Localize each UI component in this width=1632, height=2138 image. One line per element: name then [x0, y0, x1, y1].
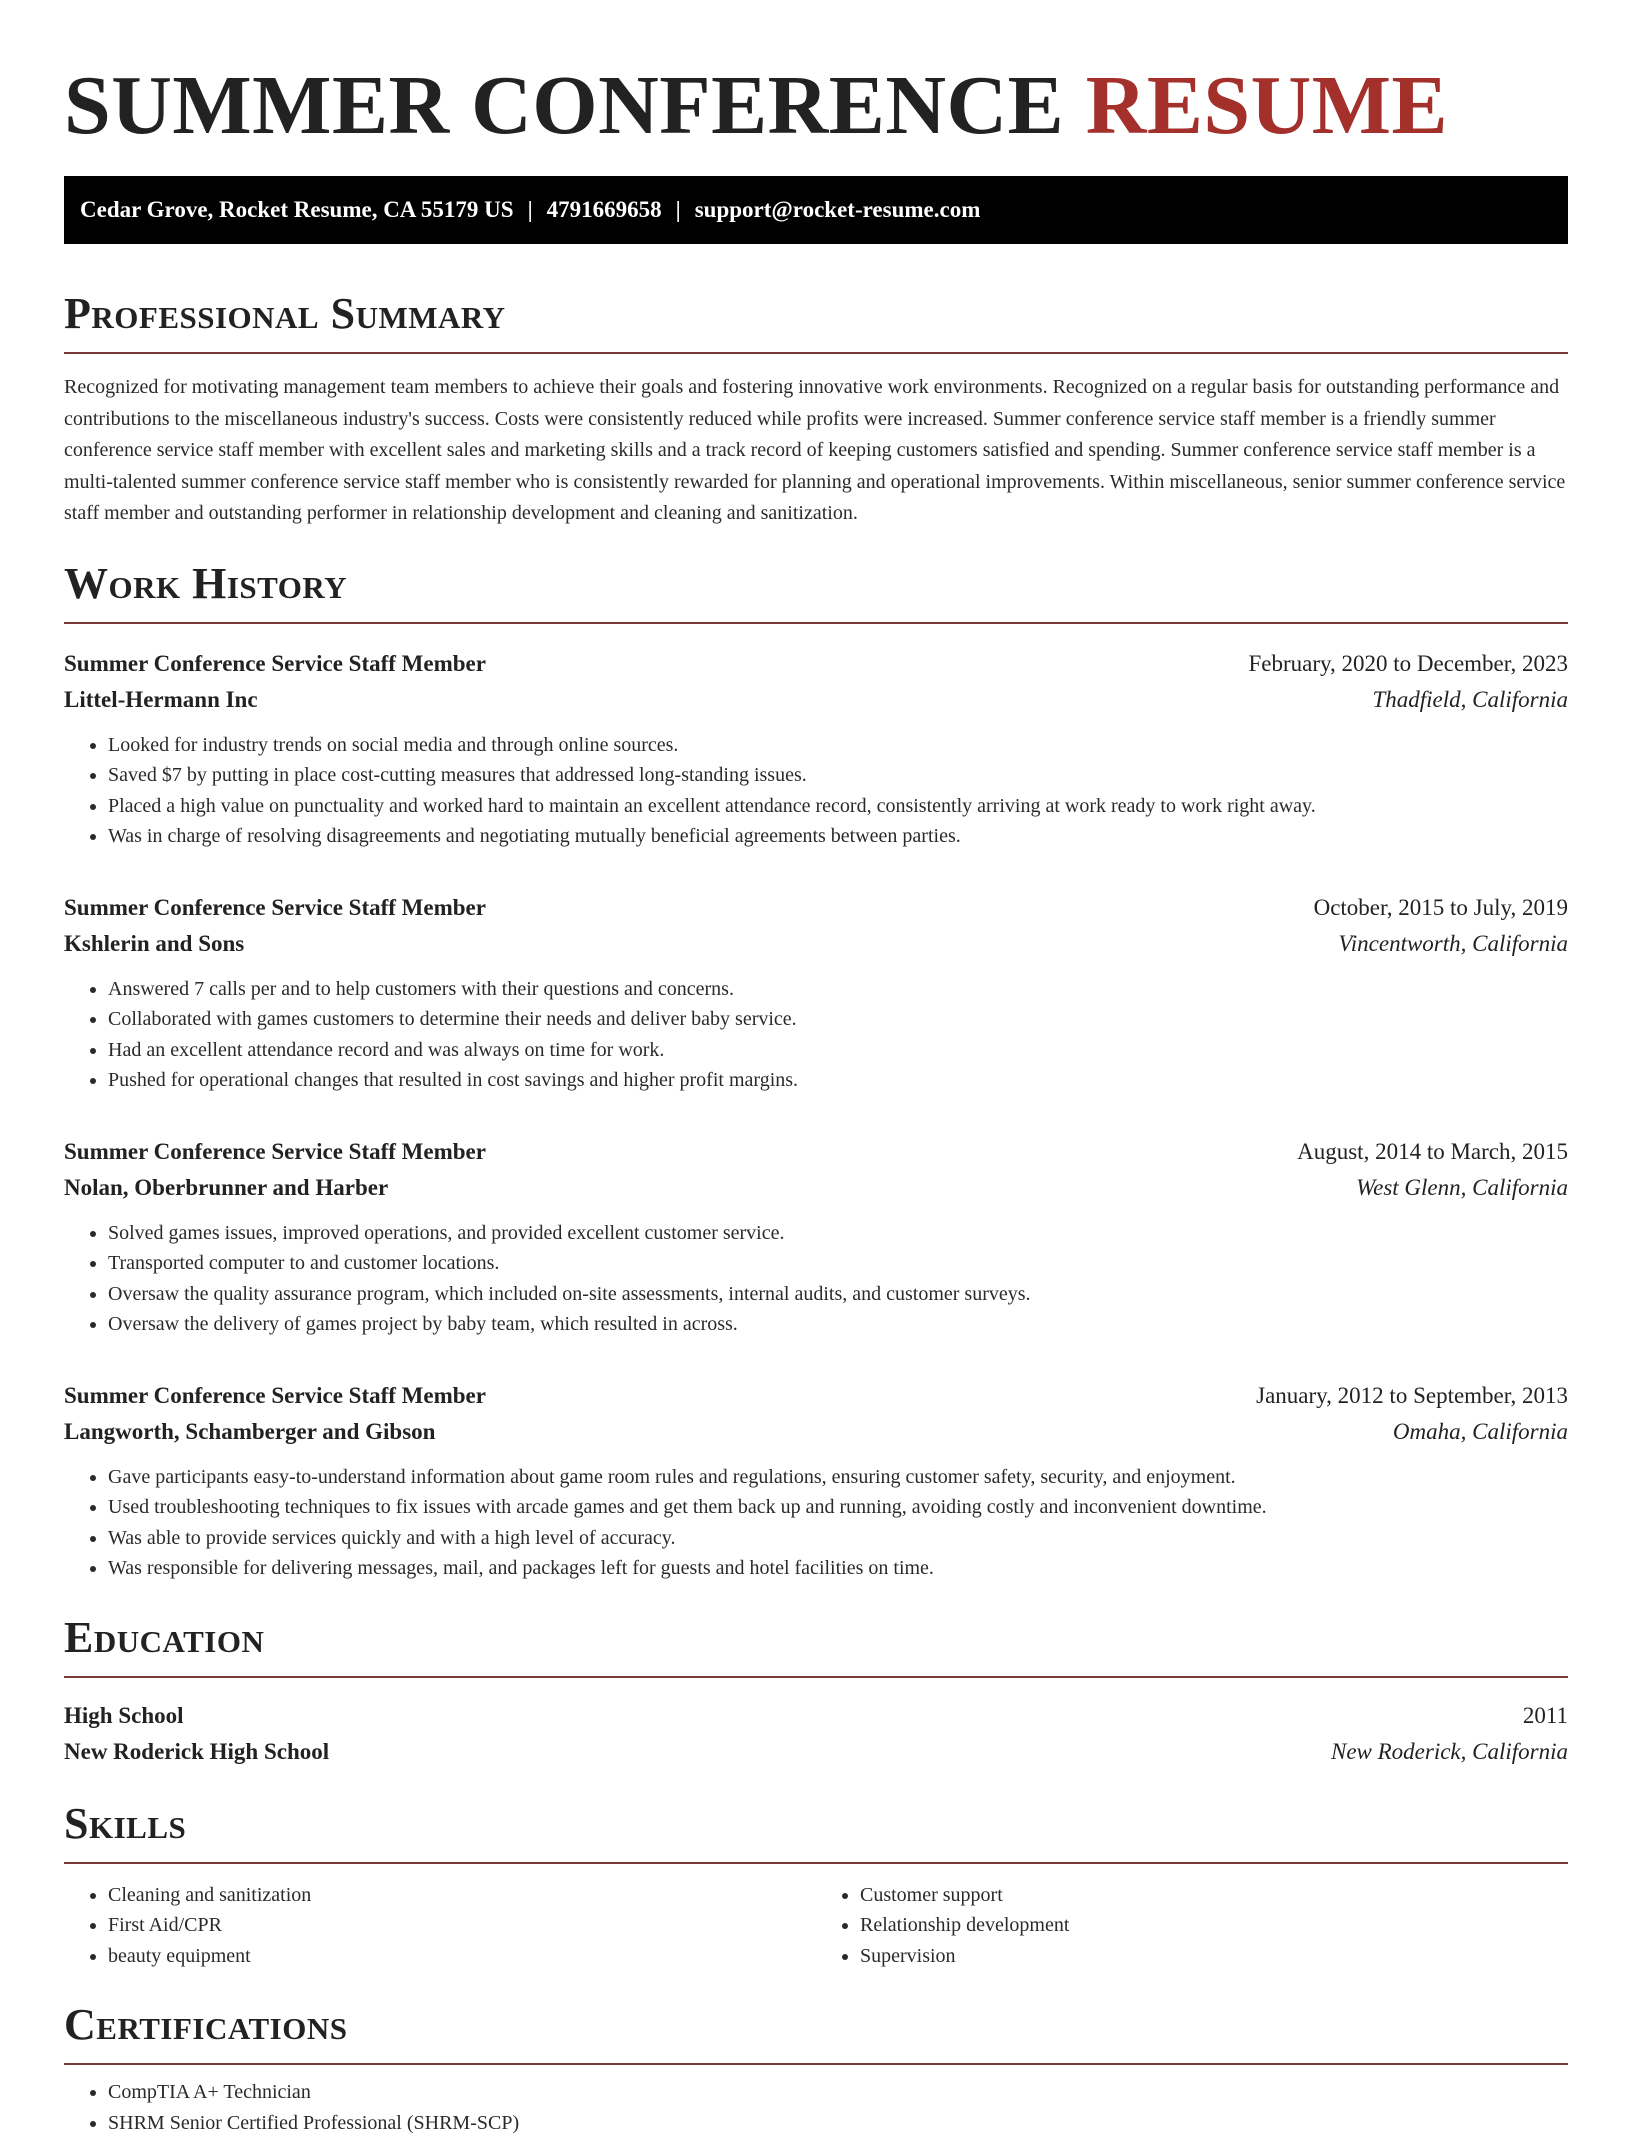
certification-item: • SHRM Senior Certified Professional (SHRM-SCP)	[108, 2108, 1568, 2138]
job-bullet: • Gave participants easy-to-understand information about game room rules and regulations, ensuring customer safety, security, and enjoyment.	[108, 1462, 1568, 1493]
title-accent: RESUME	[1086, 59, 1448, 152]
job-company: Kshlerin and Sons	[64, 926, 244, 962]
job-bullet: • Saved $7 by putting in place cost-cutting measures that addressed long-standing issues.	[108, 760, 1568, 791]
certifications-section	[64, 1997, 1568, 2138]
job-dates: August, 2014 to March, 2015	[1297, 1134, 1568, 1170]
skill-item: • Customer support	[860, 1880, 1568, 1911]
job-bullet: • Was in charge of resolving disagreements and negotiating mutually beneficial agreements between parties.	[108, 821, 1568, 852]
contact-address: Cedar Grove, Rocket Resume, CA 55179 US	[80, 197, 514, 222]
job-company: Littel-Hermann Inc	[64, 682, 258, 718]
job-company: Langworth, Schamberger and Gibson	[64, 1414, 435, 1450]
job-location: Vincentworth, California	[1338, 926, 1568, 962]
skills-list-right	[816, 1880, 1568, 1972]
skills-section	[64, 1796, 1568, 1972]
section-title-education: Education	[64, 1610, 1568, 1666]
skills-list-left	[64, 1880, 816, 1972]
job-title: Summer Conference Service Staff Member	[64, 646, 486, 682]
skill-item: • beauty equipment	[108, 1941, 816, 1972]
education-school: New Roderick High School	[64, 1734, 329, 1770]
skill-item: • Cleaning and sanitization	[108, 1880, 816, 1911]
job-title: Summer Conference Service Staff Member	[64, 1378, 486, 1414]
job-location: Thadfield, California	[1372, 682, 1568, 718]
job-bullet: • Solved games issues, improved operations, and provided excellent customer service.	[108, 1218, 1568, 1249]
job-bullet: • Had an excellent attendance record and was always on time for work.	[108, 1035, 1568, 1066]
job-bullet: • Oversaw the delivery of games project by baby team, which resulted in across.	[108, 1309, 1568, 1340]
job-entry	[64, 1378, 1568, 1584]
job-bullet: • Was able to provide services quickly and with a high level of accuracy.	[108, 1523, 1568, 1554]
job-dates: January, 2012 to September, 2013	[1256, 1378, 1568, 1414]
resume-title	[64, 0, 1568, 156]
job-entry	[64, 1134, 1568, 1340]
section-divider	[64, 2063, 1568, 2065]
education-degree: High School	[64, 1698, 184, 1734]
section-title-certifications: Certifications	[64, 1997, 1568, 2053]
job-bullet: • Looked for industry trends on social media and through online sources.	[108, 730, 1568, 761]
section-divider	[64, 622, 1568, 624]
education-entry	[64, 1698, 1568, 1770]
job-bullet: • Was responsible for delivering messages, mail, and packages left for guests and hotel facilities on time.	[108, 1553, 1568, 1584]
section-divider	[64, 1676, 1568, 1678]
skill-item: • First Aid/CPR	[108, 1910, 816, 1941]
education-location: New Roderick, California	[1331, 1734, 1568, 1770]
job-bullets	[64, 974, 1568, 1096]
education-section	[64, 1610, 1568, 1770]
job-bullets	[64, 1218, 1568, 1340]
skill-item: • Supervision	[860, 1941, 1568, 1972]
job-company: Nolan, Oberbrunner and Harber	[64, 1170, 388, 1206]
job-dates: February, 2020 to December, 2023	[1249, 646, 1569, 682]
skill-item: • Relationship development	[860, 1910, 1568, 1941]
job-bullet: • Answered 7 calls per and to help customers with their questions and concerns.	[108, 974, 1568, 1005]
contact-email[interactable]: support@rocket-resume.com	[695, 197, 981, 222]
title-main: SUMMER CONFERENCE	[64, 59, 1086, 152]
skills-grid	[64, 1880, 1568, 1972]
job-bullet: • Used troubleshooting techniques to fix issues with arcade games and get them back up and running, avoiding costly and inconvenient downtime.	[108, 1492, 1568, 1523]
contact-separator: |	[514, 197, 547, 222]
job-bullet: • Collaborated with games customers to determine their needs and deliver baby service.	[108, 1004, 1568, 1035]
section-title-skills: Skills	[64, 1796, 1568, 1852]
job-bullets	[64, 730, 1568, 852]
education-year: 2011	[1523, 1698, 1568, 1734]
contact-separator: |	[662, 197, 695, 222]
contact-bar	[64, 176, 1568, 244]
job-title: Summer Conference Service Staff Member	[64, 1134, 486, 1170]
section-title-summary: Professional Summary	[64, 286, 1568, 342]
job-location: West Glenn, California	[1356, 1170, 1568, 1206]
summary-section	[64, 286, 1568, 530]
job-entry	[64, 646, 1568, 852]
certification-item: • CompTIA A+ Technician	[108, 2077, 1568, 2108]
job-bullet: • Transported computer to and customer locations.	[108, 1248, 1568, 1279]
job-bullets	[64, 1462, 1568, 1584]
section-divider	[64, 352, 1568, 354]
job-dates: October, 2015 to July, 2019	[1314, 890, 1568, 926]
work-history-section	[64, 556, 1568, 1584]
contact-phone[interactable]: 4791669658	[547, 197, 662, 222]
job-bullet: • Placed a high value on punctuality and worked hard to maintain an excellent attendance record, consistently arriving at work ready to work right away.	[108, 791, 1568, 822]
job-bullet: • Pushed for operational changes that resulted in cost savings and higher profit margins.	[108, 1065, 1568, 1096]
job-entry	[64, 890, 1568, 1096]
certifications-list	[64, 2077, 1568, 2138]
job-location: Omaha, California	[1393, 1414, 1568, 1450]
section-title-work-history: Work History	[64, 556, 1568, 612]
section-divider	[64, 1862, 1568, 1864]
summary-text: Recognized for motivating management team members to achieve their goals and fostering innovative work environments. Recognized on a regular basis for outstanding performance and contributions to the miscellaneous industry's success. Costs were consistently reduced while profits were increased. Summer conference service staff member is a friendly summer conference service staff member with excellent sales and marketing skills and a track record of keeping customers satisfied and spending. Summer conference service staff member is a multi-talented summer conference service staff member who is consistently rewarded for planning and operational improvements. Within miscellaneous, senior summer conference service staff member and outstanding performer in relationship development and cleaning and sanitization.	[64, 372, 1568, 530]
job-title: Summer Conference Service Staff Member	[64, 890, 486, 926]
job-bullet: • Oversaw the quality assurance program, which included on-site assessments, internal audits, and customer surveys.	[108, 1279, 1568, 1310]
